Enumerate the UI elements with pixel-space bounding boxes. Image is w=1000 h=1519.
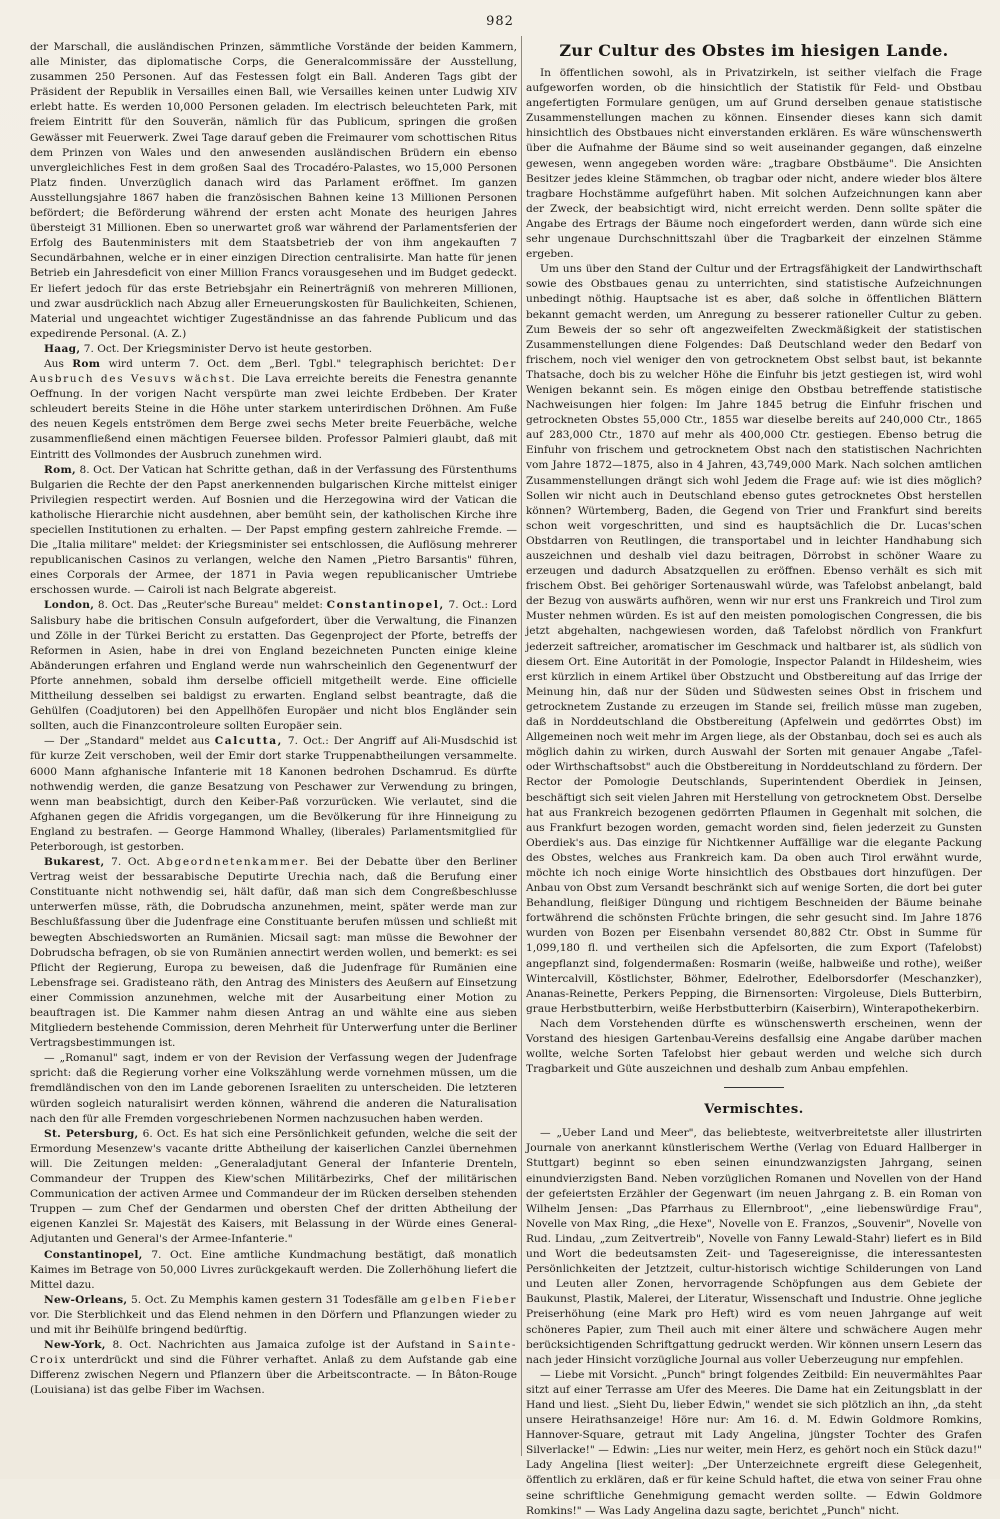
spaced-emphasis: Der Ausbruch des Vesuvs wächst.: [30, 357, 518, 386]
left-column: [30, 40, 517, 1450]
dateline-place: Haag,: [44, 342, 81, 355]
article-rom-vatican: [30, 463, 517, 599]
dateline-place: New-York,: [44, 1339, 106, 1352]
article-petersburg: [30, 1127, 517, 1248]
dateline-place: St. Petersburg,: [44, 1127, 139, 1140]
article-text: 7. Oct. Eine amtliche Kundmachung bestätigt, daß monatlich Kaimes im Betrage von 50,000 Livres zurückgekauft werden. Die Zollerhöhung liefert die Mittel dazu.: [30, 1248, 517, 1291]
dateline-place: Rom: [72, 357, 101, 370]
article-standard-calcutta: [30, 734, 517, 855]
article-text: 7. Oct.: Lord Salisbury habe die britischen Consuln aufgefordert, über die Verwaltung, die Finanzen und Zölle in der Türkei Bericht zu erstatten. Das Gegenproject der Pforte, betreffs der Reformen in Asien, habe in drei von England bezeichneten Puncten einige kleine Abänderungen erfahren und England werde nun wahrscheinlich den Gegenentwurf der Pforte annehmen, sobald ihm derselbe officiell mitgetheilt werde. Eine officielle Mittheilung desselben sei baldigst zu erwarten. England selbst beantragte, daß die Gehülfen (Coadjutoren) bei den Appellhöfen Europäer und nicht blos Engländer sein sollten, auch die Finanzcontroleure sollten Europäer sein.: [30, 599, 518, 733]
article-text: wird unterm 7. Oct. dem „Berl. Tgbl." telegraphisch berichtet:: [108, 357, 485, 370]
page-number: 982: [486, 14, 514, 29]
article-text: 8. Oct. Der Vatican hat Schritte gethan, daß in der Verfassung des Fürstenthums Bulgarien die Rechte der den Papst anerkennenden bulgarischen Kirche mittelst einiger Privilegien respectirt werden. Auf Bosnien und die Herzegowina wird der Vatican die katholische Hierarchie nicht ausdehnen, aber bemüht sein, der katholischen Kirche ihre speciellen Institutionen zu erhalten. — Der Papst empfing gestern zahlreiche Fremde. — Die „Italia militare" meldet: der Kriegsminister sei entschlossen, die Auflösung mehrerer republicanischen Casinos zu verlangen, welche den Namen „Pietro Barsantis" führen, eines Corporals der Armee, der 1871 in Pavia wegen republicanischer Umtriebe erschossen wurde. — Cairoli ist nach Belgrate abgereist.: [30, 463, 517, 597]
misc-paragraph: — „Ueber Land und Meer", das beliebteste, weitverbreitetste aller illustrirten Journale von anerkannt künstlerischem Werthe (Verlag von Eduard Hallberger in Stuttgart) beginnt so eben seinen einundzwanzigsten Jahrgang, seinen einundvierzigsten Band. Neben vorzüglichen Romanen und Novellen von der Hand der gefeiertsten Erzähler der Gegenwart (im neuen Jahrgang z. B. ein Roman von Wilhelm Jensen: „Das Pfarrhaus zu Ellernbroot", „eine liebenswürdige Frau", Novelle von Max Ring, „die Hexe", Novelle von E. Franzos, „Souvenir", Novelle von Rud. Lindau, „zum Zeitvertreib", Novelle von Fanny Lewald-Stahr) liefert es in Bild und Wort die bedeutsamsten Zeit- und Tagesereignisse, die interessantesten Persönlichkeiten der Jetztzeit, cultur-historisch wichtige Schilderungen von Land und Leuten aller Zonen, hervorragende Schöpfungen aus dem Gebiete der Baukunst, Plastik, Malerei, der Literatur, Wissenschaft und Industrie. Ohne jegliche Preiserhöhung (eine Mark pro Heft) wird es vom neuen Jahrgange auf weit schöneres Papier, zum Theil auch mit einer ältere und schwächere Augen mehr berücksichtigenden Schriftgattung gedruckt werden. Wir können unsern Lesern das nach jeder Hinsicht vorzügliche Journal aus voller Ueberzeugung nur empfehlen.: [526, 1127, 982, 1366]
spaced-emphasis: Abgeordnetenkammer.: [156, 856, 310, 869]
article-lead: Aus: [44, 357, 64, 370]
spaced-emphasis: Calcutta,: [214, 735, 283, 748]
article-text: 6. Oct. Es hat sich eine Persönlichkeit gefunden, welche die seit der Ermordung Mesenzew's vacante dritte Abtheilung der kaiserlichen Canzlei übernehmen will. Die Zeitungen melden: „Generaladjutant General der Infanterie Drenteln, Commandeur der Truppen des Kiew'schen Militärbezirks, Chef der militärischen Communication der activen Armee und Commandeur der im Rücken derselben stehenden Truppen — zum Chef der Gendarmen und obersten Chef der dritten Abtheilung der eigenen Kanzlei Sr. Majestät des Kaisers, mit Belassung in der Würde eines General-Adjutanten und General's der Armee-Infanterie.": [30, 1127, 517, 1246]
fruit-article-paragraph: Um uns über den Stand der Cultur und der Ertragsfähigkeit der Landwirthschaft sowie des Obstbaues genau zu unterrichten, sind statistische Aufzeichnungen unbedingt nöthig. Hauptsache ist es aber, daß solche in öffentlichen Blättern bekannt gemacht werden, um Anregung zu besserer rationeller Cultur zu geben. Zum Beweis der so sehr oft angezweifelten Zweckmäßigkeit der statistischen Zusammenstellungen diene Folgendes: Daß Deutschland weder den Bedarf von frischem, noch viel weniger den von getrocknetem Obst selbst baut, ist bekannte Thatsache, doch bis zu welcher Höhe die Einfuhr bis jetzt gestiegen ist, wird wohl Wenigen bekannt sein. Es mögen einige den Obstbau betreffende statistische Nachweisungen hier folgen: Im Jahre 1845 betrug die Einfuhr frischen und getrockneten Obstes 55,000 Ctr., 1855 war dieselbe bereits auf 240,000 Ctr., 1865 auf 283,000 Ctr., 1870 auf mehr als 400,000 Ctr. gestiegen. Ebenso betrug die Einfuhr von frischem und getrocknetem Obst nach den statistischen Nachrichten vom Jahre 1872—1875, also in 4 Jahren, 43,749,000 Mark. Nach solchen amtlichen Zusammenstellungen drängt sich wohl Jedem die Frage auf: wie ist dies möglich? Sollen wir nicht auch in Deutschland ebenso gutes getrocknetes Obst herstellen können? Würtemberg, Baden, die Gegend von Trier und Frankfurt sind bereits schon weit vorgeschritten, und sind es hauptsächlich die Dr. Lucas'schen Obstdarren von Reutlingen, die transportabel und in leichter Handhabung sich auszeichnen und deshalb viel dazu beitragen, Dörrobst in schöner Waare zu erzeugen und dadurch Absatzquellen zu eröffnen. Ebenso verhält es sich mit frischem Obst. Bei gehöriger Sortenauswahl würde, was Tafelobst anbelangt, bald der Bezug von auswärts aufhören, wenn wir nur erst uns Frankreich und Tirol zum Muster nehmen würden. Es ist auf den meisten pomologischen Congressen, die bis jetzt abgehalten, nachgewiesen worden, daß Tafelobst nördlich von Frankfurt jederzeit saftreicher, aromatischer im Geschmack und haltbarer ist, als südlich von diesem Ort. Eine Autorität in der Pomologie, Inspector Palandt in Hildesheim, wies erst kürzlich in einem Artikel über Obstzucht und Obstbereitung auf das Irrige der Meinung hin, daß nur der Süden und Südwesten seines Obst in frischem und getrocknetem Zustande zu erzeugen im Stande sei, freilich müsse man zugeben, daß in Norddeutschland die Obstbereitung (Apfelwein und gedörrtes Obst) im Allgemeinen noch weit mehr im Argen liege, als der Obstanbau, doch sei es auch als möglich dahin zu wirken, durch Auswahl der Sorten mit genauer Angabe „Tafel- oder Wirthschaftsobst" auch die Obstbereitung in Norddeutschland zu fördern. Der Rector der Pomologie Deutschlands, Superintendent Oberdiek in Jeinsen, beschäftigt sich seit vielen Jahren mit Herstellung von getrocknetem Obst. Derselbe hat aus Frankreich bezogenen gedörrten Pflaumen in Gegenhalt mit solchen, die aus Frankfurt bezogen worden, gemacht worden sind, fielen jederzeit zu Gunsten Oberdiek's aus. Das einzige für Nichtkenner Auffällige war die elegante Packung des Obstes, welches aus Frankreich kam. Da oben auch Tirol erwähnt wurde, möchte ich noch einige Worte hinsichtlich des Obstbaues dort hinzufügen. Der Anbau von Obst zum Versandt beschränkt sich auf wenige Sorten, die dort bei guter Behandlung, fleißiger Düngung und richtigem Beschneiden der Bäume beinahe fortwährend die schönsten Früchte bringen, die sehr gesucht sind. Im Jahre 1876 wurden von Bozen per Eisenbahn versendet 80,882 Ctr. Obst in Summe für 1,099,180 fl. und vertheilen sich die Apfelsorten, die zum Export (Tafelobst) angepflanzt sind, folgendermaßen: Rosmarin (weiße, halbweiße und rothe), weißer Wintercalvill, Köstlichster, Böhmer, Edelrother, Edelborsdorfer (Meschanzker), Ananas-Reinette, Perkers Pepping, die Birnensorten: Virgoleuse, Diels Butterbirn, graue Herbstbutterbirn, weiße Herbstbutterbirn (Kaiserbirn), Winterapothekerbirn.: [526, 263, 982, 1015]
right-column: [526, 40, 982, 1517]
article-headline: Zur Cultur des Obstes im hiesigen Lande.: [559, 41, 949, 60]
misc-paragraph: — Liebe mit Vorsicht. „Punch" bringt folgendes Zeitbild: Ein neuvermähltes Paar sitzt auf einer Terrasse am Ufer des Meeres. Die Dame hat ein Zeitungsblatt in der Hand und liest. „Sieht Du, lieber Edwin," wendet sie sich plötzlich an ihn, „da steht unsere Heirathsanzeige! Höre nur: Am 16. d. M. Edwin Goldmore Romkins, Hannover-Square, getraut mit Lady Angelina, jüngster Tochter des Grafen Silverlacke!" — Edwin: „Lies nur weiter, mein Herz, es gehört noch ein Stück dazu!" Lady Angelina [liest weiter]: „Der Unterzeichnete ergreift diese Gelegenheit, öffentlich zu erklären, daß er für keine Schuld haftet, die etwa von seiner Frau ohne seine schriftliche Genehmigung gemacht werden sollte. — Edwin Goldmore Romkins!" — Was Lady Angelina dazu sagte, berichtet „Punch" nicht.: [526, 1368, 982, 1517]
spaced-emphasis: gelben Fieber: [421, 1293, 518, 1306]
article-text: Bei der Debatte über den Berliner Vertrag weist der bessarabische Deputirte Urechia nach, daß die Berufung einer Constituante nicht nothwendig sei, hält dafür, daß man sich dem Congreßbeschlusse unterwerfen müsse, räth, die Dobrudscha anzunehmen, meint, später werde man zur Beschlußfassung über die Judenfrage eine Constituante berufen müssen und schließt mit bewegten Abschiedsworten an Rumänien. Micsail sagt: man müsse die Bewohner der Dobrudscha befragen, ob sie von Rumänien annectirt werden wollen, und bemerkt: es sei Pflicht der Regierung, Europa zu beweisen, daß die Judenfrage für Rumänien eine Lebensfrage sei. Gradisteano räth, den Antrag des Ministers des Aeußern auf Einsetzung einer Commission anzunehmen, welche mit der Ausarbeitung einer Motion zu beauftragen ist. Die Kammer nahm diesen Antrag an und wählte eine aus sieben Mitgliedern bestehende Commission, deren Mehrheit für Unterwerfung unter die Berliner Vertragsbestimmungen ist.: [30, 856, 518, 1050]
dateline-place: London,: [44, 599, 95, 612]
article-text: 7. Oct.: [111, 856, 151, 869]
dateline-place: Constantinopel,: [44, 1248, 143, 1261]
article-text: 7. Oct.: Der Angriff auf Ali-Musdschid ist für kurze Zeit verschoben, weil der Emir dort starke Truppenabtheilungen versammelte. 6000 Mann afghanische Infanterie mit 18 Kanonen bedrohen Dschamrud. Es dürfte nothwendig werden, die ganze Besatzung von Peschawer zur Verwendung zu bringen, wenn man beabsichtigt, durch den Keiber-Paß vorzurücken. Wie verlautet, sind die Afghanen gegen die Afridis vorgegangen, um die Bevölkerung für ihre Hinneigung zu England zu bestrafen. — George Hammond Whalley, (liberales) Parlamentsmitglied für Peterborough, ist gestorben.: [30, 735, 517, 853]
article-text: 5. Oct. Zu Memphis kamen gestern 31 Todesfälle am: [131, 1293, 418, 1306]
dateline-place: Rom,: [44, 463, 76, 476]
article-text: 8. Oct. Das „Reuter'sche Bureau" meldet:: [97, 599, 323, 612]
article-text: Die Lava erreichte bereits die Fenestra genannte Oeffnung. In der vorigen Nacht verspürte man zwei leichte Erdbeben. Der Krater schleudert bereits Steine in die Höhe unter starkem unterirdischen Dröhnen. Am Fuße des neuen Kegels entströmen dem Berge zwei sechs Meter breite Feuerbäche, welche zusammenfließend einen mächtigen Feuersee bilden. Professor Palmieri glaubt, daß mit Eintritt des Vollmondes der Ausbruch zunehmen wird.: [30, 373, 517, 461]
article-new-orleans: [30, 1293, 517, 1338]
article-bukarest: [30, 855, 517, 1051]
article-text: 8. Oct. Nachrichten aus Jamaica zufolge ist der Aufstand in: [112, 1339, 462, 1352]
section-divider: [724, 1087, 784, 1088]
article-text: 7. Oct. Der Kriegsminister Dervo ist heute gestorben.: [83, 342, 373, 355]
spaced-emphasis: Sainte-Croix: [30, 1339, 517, 1367]
fruit-article-paragraph: In öffentlichen sowohl, als in Privatzirkeln, ist seither vielfach die Frage aufgeworfen worden, ob die hinsichtlich der Statistik für Feld- und Obstbau angefertigten Formulare genügen, um auf Grund derselben genaue statistische Zusammenstellungen machen zu können. Einsender dieses kann sich damit hinsichtlich des Obstbaues nicht einverstanden erklären. Es wäre wünschenswerth über die Aufnahme der Bäume sind so weit auseinander gegangen, daß einzelne gewesen, wenn angegeben worden wäre: „tragbare Obstbäume". Die Ansichten Besitzer jedes kleine Stämmchen, ob tragbar oder nicht, andere wieder blos ältere tragbare Hochstämme aufgeführt haben. Mit solchen Aufzeichnungen kann aber der Zweck, der beabsichtigt wird, nicht erreicht werden. Denn sollte später die Angabe des Ertrags der Bäume noch eingefordert werden, dann würde sich eine sehr ungenaue Durchschnittszahl über die Tragbarkeit der einzelnen Stämme ergeben.: [526, 67, 982, 261]
section-title-miscellaneous: Vermischtes.: [704, 1102, 804, 1118]
dateline-place: New-Orleans,: [44, 1293, 128, 1306]
paris-report-continuation: der Marschall, die ausländischen Prinzen, sämmtliche Vorstände der beiden Kammern, alle Minister, das diplomatische Corps, die Generalcommissäre der Ausstellung, zusammen 250 Personen. Auf das Festessen folgt ein Ball. Anderen Tags gibt der Präsident der Republik in Versailles einen Ball, wie Versailles keinen unter Ludwig XIV erlebt hatte. Es werden 10,000 Personen geladen. Im electrisch beleuchteten Park, mit freiem Eintritt für den Souverän, nämlich für das Publicum, springen die großen Gewässer mit Feuerwerk. Zwei Tage darauf geben die Freimaurer vom schottischen Ritus dem Prinzen von Wales und den anwesenden ausländischen Brüdern ein ebenso unvergleichliches Fest in dem großen Saal des Trocadéro-Palastes, wo 15,000 Personen Platz finden. Unverzüglich danach wird das Parlament eröffnet. Im ganzen Ausstellungsjahre 1867 haben die französischen Bahnen keine 13 Millionen Personen befördert; die Beförderung während der ersten acht Monate des heurigen Jahres übersteigt 31 Millionen. Eben so unerwartet groß war während der Parlamentsferien der Erfolg des Bautenministers mit dem Staatsbetrieb der von ihm angekauften 7 Secundärbahnen, welche er in einer einzigen Direction centralisirte. Man hatte für jenen Betrieb ein Jahresdeficit von einer Million Francs vorausgesehen und im Budget gedeckt. Er liefert jedoch für das erste Betriebsjahr ein Reinerträgniß von mehreren Millionen, und zwar ausdrücklich nach Abzug aller Erneuerungskosten für Baulichkeiten, Schienen, Material und ungeachtet wichtiger Zugeständnisse an das fahrende Publicum und das expedirende Personal. (A. Z.): [30, 41, 517, 340]
article-constantinopel: [30, 1248, 517, 1293]
article-romanul: — „Romanul" sagt, indem er von der Revision der Verfassung wegen der Judenfrage spricht: daß die Regierung vorher eine Volkszählung werde vornehmen müssen, um die fremdländischen von den im Lande geborenen Israeliten zu unterscheiden. Die letzteren würden sogleich naturalisirt werden können, während die anderen die Naturalisation nach den für alle Fremden vorgeschriebenen Normen nachzusuchen haben werden.: [30, 1052, 517, 1125]
dateline-place: Bukarest,: [44, 856, 105, 869]
article-text: unterdrückt und sind die Führer verhaftet. Anlaß zu dem Aufstande gab eine Differenz zwischen Negern und Pflanzern über die Arbeitscontracte. — In Bâton-Rouge (Louisiana) ist das gelbe Fiber im Wachsen.: [30, 1354, 517, 1397]
article-new-york: [30, 1338, 517, 1398]
spaced-emphasis: Constantinopel,: [326, 599, 445, 612]
article-london: [30, 598, 517, 734]
article-rom-vesuv: [30, 357, 517, 463]
fruit-article-paragraph: Nach dem Vorstehenden dürfte es wünschenswerth erscheinen, wenn der Vorstand des hiesigen Gartenbau-Vereins desfallsig eine Angabe darüber machen wollte, welche Sorten Tafelobst hier gebaut werden und welche sich durch Tragbarkeit und Güte auszeichnen und deshalb zum Anbau empfehlen.: [526, 1017, 982, 1076]
column-divider: [521, 36, 522, 1456]
article-text: — Der „Standard" meldet aus: [44, 735, 210, 748]
article-haag: [30, 342, 517, 357]
article-text: vor. Die Sterblichkeit und das Elend nehmen in den Dörfern und Pflanzungen wieder zu und mit ihr Beihülfe bringend bedürftig.: [30, 1308, 517, 1336]
